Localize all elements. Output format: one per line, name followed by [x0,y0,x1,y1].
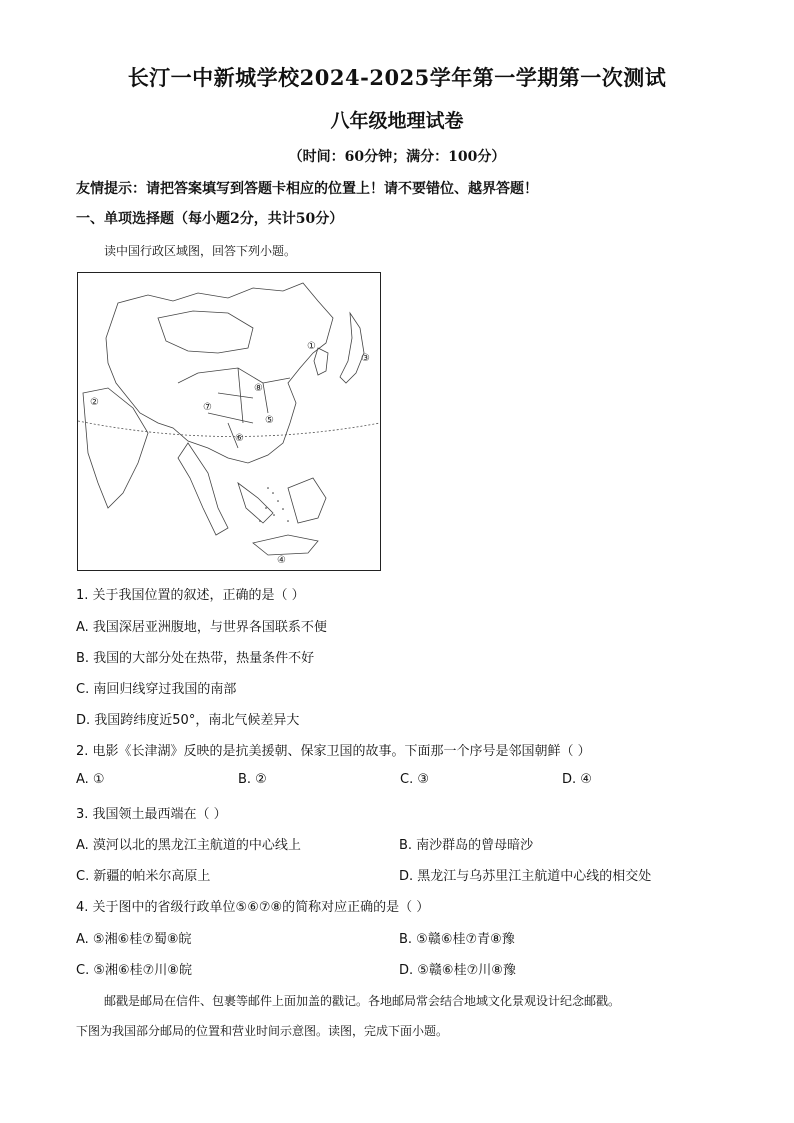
exam-title: 长汀一中新城学校2024-2025学年第一学期第一次测试 [127,65,667,90]
question-2-option-a[interactable]: A. ① [76,772,105,787]
mongolia-outline [158,311,253,353]
marker-8: ⑧ [254,383,263,394]
marker-5: ⑤ [265,415,274,426]
korea-outline [314,348,328,375]
exam-subtitle: 八年级地理试卷 [330,110,464,132]
passage-line-1: 邮戳是邮局在信件、包裹等邮件上面加盖的戳记。各地邮局常会结合地域文化景观设计纪念邮戳。 [104,994,621,1008]
japan-outline [340,313,364,383]
question-3-option-d[interactable]: D. 黑龙江与乌苏里江主航道中心线的相交处 [399,869,652,884]
section-heading: 一、单项选择题（每小题2分，共计50分） [76,211,344,227]
question-2-option-b[interactable]: B. ② [238,772,267,787]
marker-7: ⑦ [203,402,212,413]
question-1-option-a[interactable]: A. 我国深居亚洲腹地，与世界各国联系不便 [76,620,327,635]
question-4-stem: 4. 关于图中的省级行政单位⑤⑥⑦⑧的简称对应正确的是（ ） [76,900,430,915]
passage-line-2: 下图为我国部分邮局的位置和营业时间示意图。读图，完成下面小题。 [76,1024,449,1038]
map-intro-text: 读中国行政区域图，回答下列小题。 [104,244,297,258]
marker-6: ⑥ [235,433,244,444]
question-2-option-d[interactable]: D. ④ [562,772,592,787]
question-3-option-c[interactable]: C. 新疆的帕米尔高原上 [76,869,211,884]
china-border-outline [106,283,333,463]
map-drawing [78,273,380,570]
question-4-option-d[interactable]: D. ⑤赣⑥桂⑦川⑧豫 [399,963,516,978]
question-1-option-d[interactable]: D. 我国跨纬度近50°，南北气候差异大 [76,713,300,728]
marker-3: ③ [361,353,370,364]
question-1-option-b[interactable]: B. 我国的大部分处在热带，热量条件不好 [76,651,315,666]
south-china-sea-islands [259,487,289,522]
question-3-option-b[interactable]: B. 南沙群岛的曾母暗沙 [399,838,534,853]
question-1-stem: 1. 关于我国位置的叙述，正确的是（ ） [76,588,305,603]
province-lines [178,368,290,448]
question-1-option-c[interactable]: C. 南回归线穿过我国的南部 [76,682,237,697]
exam-time-info: （时间：60分钟；满分：100分） [288,149,506,165]
islands-outline [253,478,326,555]
question-2-stem: 2. 电影《长津湖》反映的是抗美援朝、保家卫国的故事。下面那一个序号是邻国朝鲜（ ） [76,744,591,759]
marker-2: ② [90,397,99,408]
question-4-option-b[interactable]: B. ⑤赣⑥桂⑦青⑧豫 [399,932,515,947]
question-3-stem: 3. 我国领土最西端在（ ） [76,807,227,822]
question-2-option-c[interactable]: C. ③ [400,772,429,787]
question-4-option-a[interactable]: A. ⑤湘⑥桂⑦蜀⑧皖 [76,932,192,947]
question-4-option-c[interactable]: C. ⑤湘⑥桂⑦川⑧皖 [76,963,192,978]
china-administrative-map [77,272,381,571]
marker-1: ① [307,341,316,352]
question-3-option-a[interactable]: A. 漠河以北的黑龙江主航道的中心线上 [76,838,301,853]
friendly-notice: 友情提示：请把答案填写到答题卡相应的位置上！请不要错位、越界答题！ [76,181,538,197]
tropic-of-cancer-line [78,421,380,437]
marker-4: ④ [277,555,286,566]
